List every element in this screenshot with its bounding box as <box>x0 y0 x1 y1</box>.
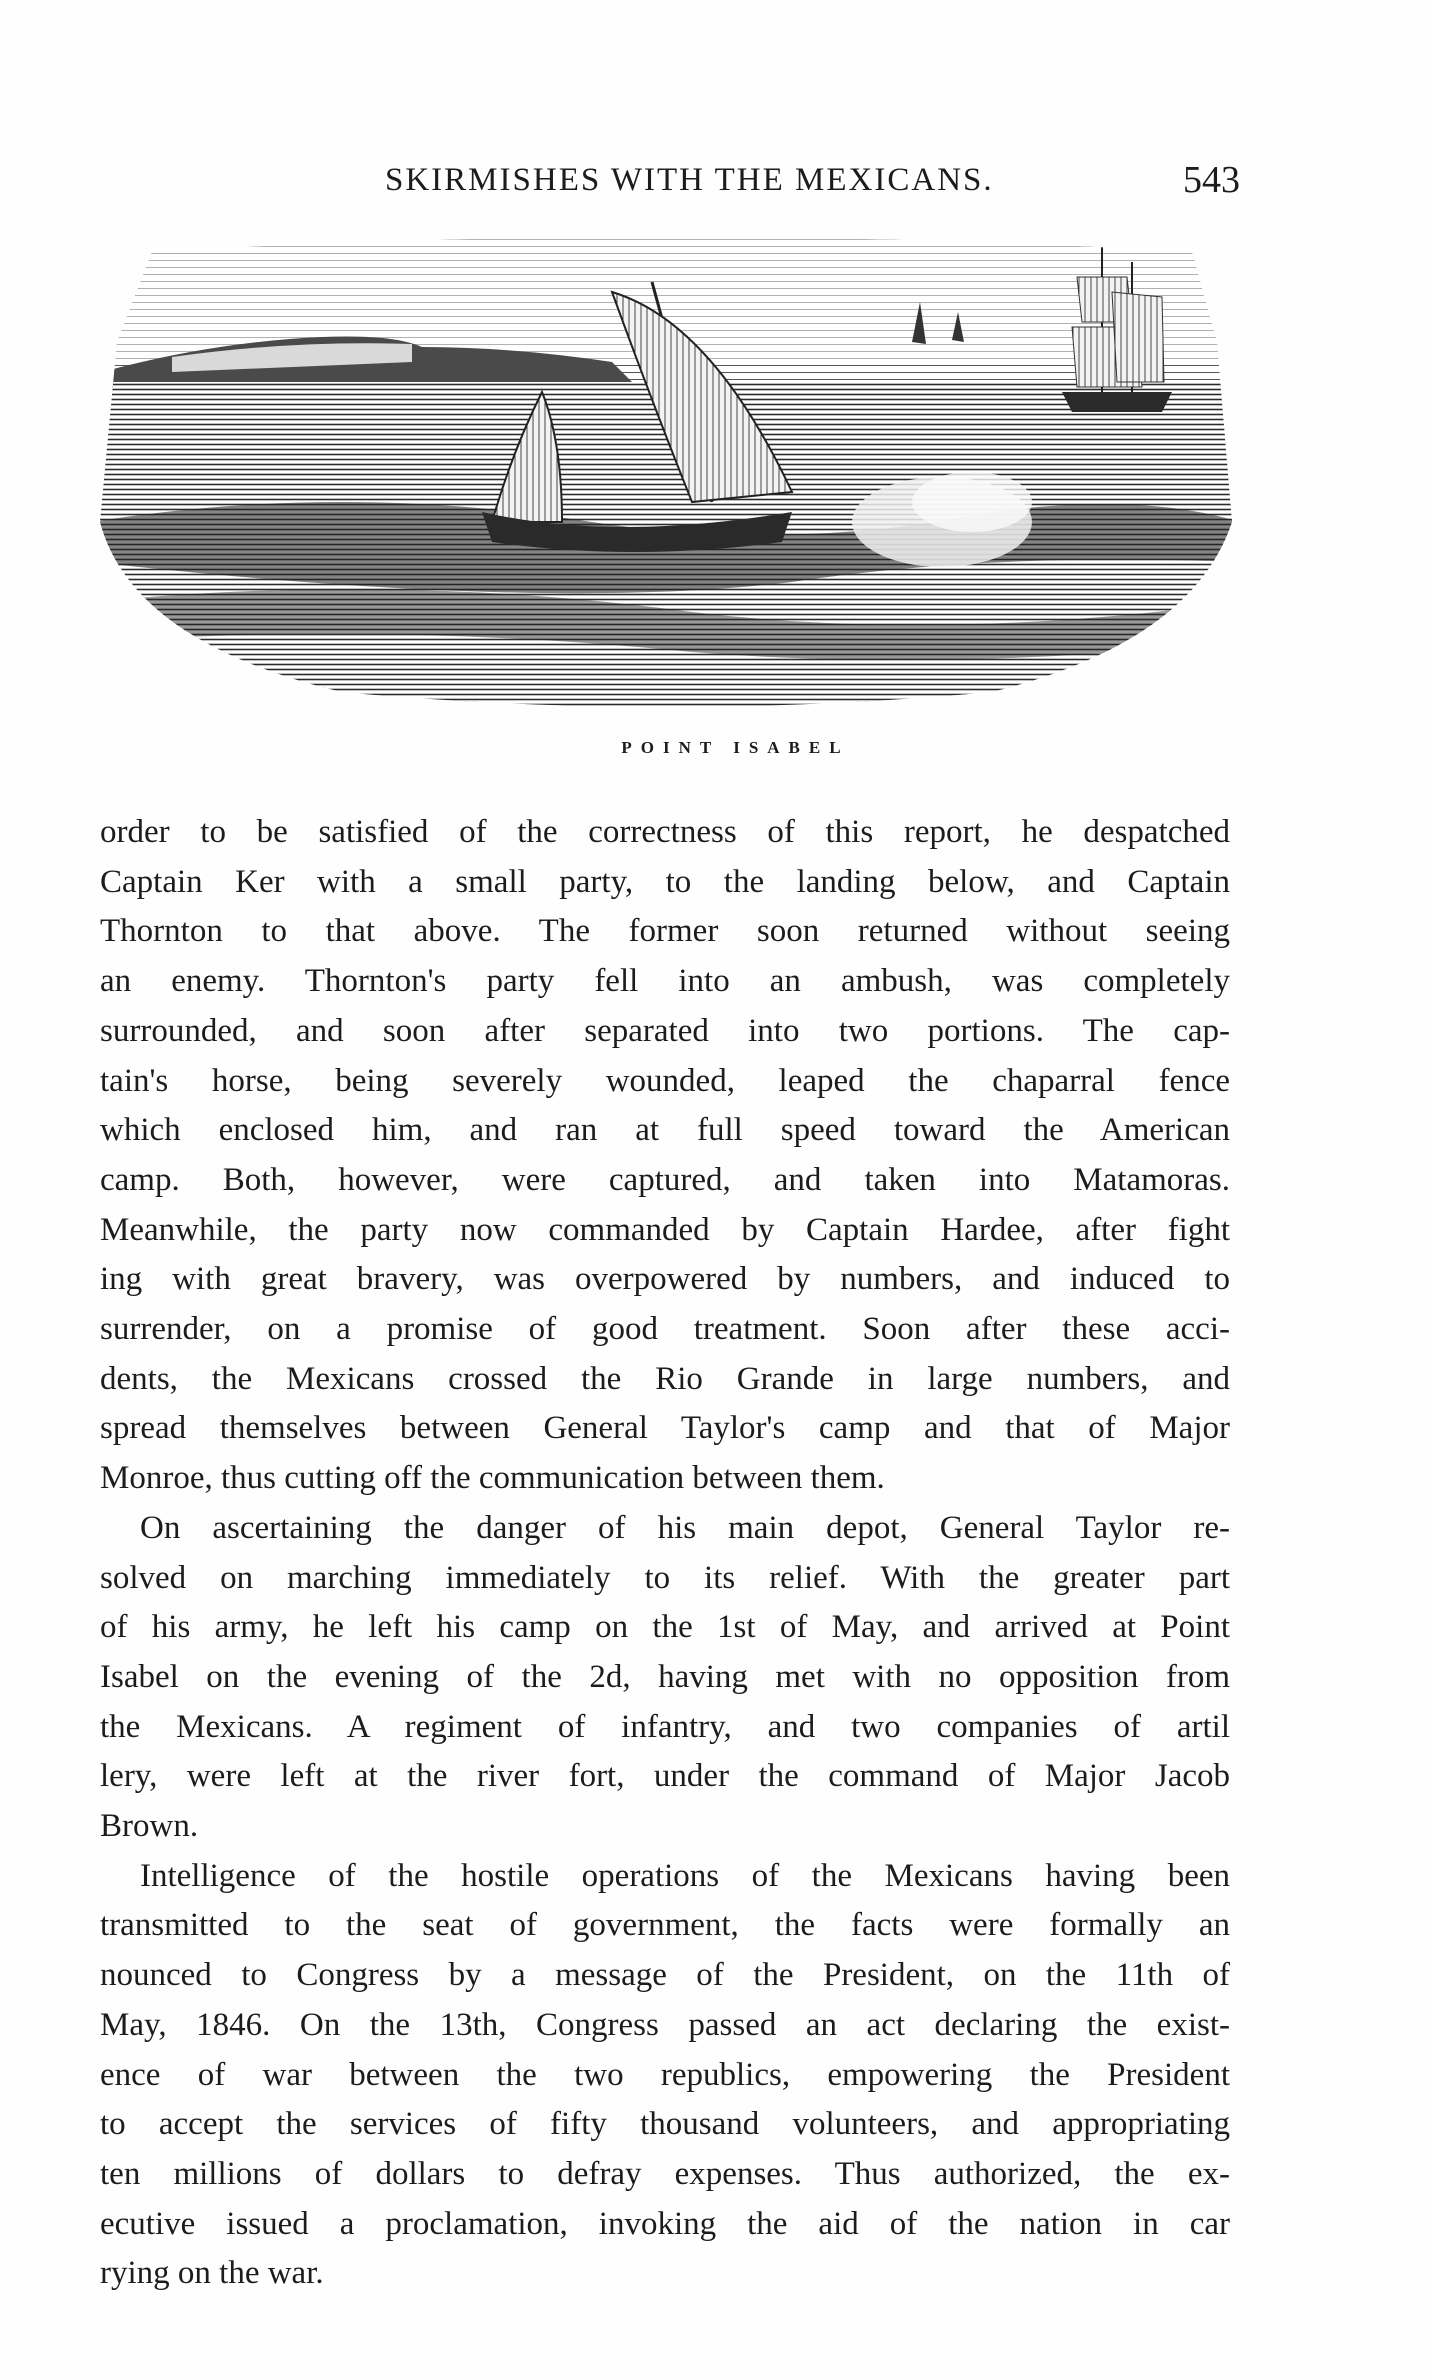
text-line: surrounded, and soon after separated into two portions. The cap- <box>100 1012 1230 1049</box>
text-line: Meanwhile, the party now commanded by Captain Hardee, after fight <box>100 1211 1230 1248</box>
text-line: order to be satisfied of the correctness of this report, he despatched <box>100 814 1230 850</box>
text-line: ten millions of dollars to defray expenses. Thus authorized, the ex- <box>100 2155 1230 2192</box>
text-line: Intelligence of the hostile operations of the Mexicans having been <box>140 1857 1230 1894</box>
text-line: May, 1846. On the 13th, Congress passed an act declaring the exist- <box>100 2006 1230 2043</box>
text-line: Monroe, thus cutting off the communication between them. <box>100 1460 885 1497</box>
text-line: ing with great bravery, was overpowered by numbers, and induced to <box>100 1261 1230 1298</box>
text-line: solved on marching immediately to its relief. With the greater part <box>100 1559 1230 1596</box>
page-number: 543 <box>1183 159 1240 201</box>
text-line: transmitted to the seat of government, the facts were formally an <box>100 1907 1230 1944</box>
engraving-illustration <box>92 222 1240 722</box>
running-head <box>100 158 1250 208</box>
text-line: dents, the Mexicans crossed the Rio Grande in large numbers, and <box>100 1360 1230 1397</box>
text-line: tain's horse, being severely wounded, leaped the chaparral fence <box>100 1062 1230 1099</box>
text-line: camp. Both, however, were captured, and taken into Matamoras. <box>100 1161 1230 1198</box>
text-line: of his army, he left his camp on the 1st of May, and arrived at Point <box>100 1609 1230 1646</box>
text-line: nounced to Congress by a message of the President, on the 11th of <box>100 1957 1230 1994</box>
text-line: Isabel on the evening of the 2d, having met with no opposition from <box>100 1658 1230 1695</box>
paragraph-2 <box>100 1504 1230 1852</box>
text-line: On ascertaining the danger of his main depot, General Taylor re- <box>140 1509 1230 1546</box>
text-line: rying on the war. <box>100 2255 324 2292</box>
text-line: the Mexicans. A regiment of infantry, and two companies of artil <box>100 1708 1230 1745</box>
body-text <box>100 808 1230 2299</box>
running-title: SKIRMISHES WITH THE MEXICANS. <box>385 162 994 198</box>
text-line: Brown. <box>100 1808 199 1845</box>
text-line: Thornton to that above. The former soon returned without seeing <box>100 913 1230 950</box>
paragraph-1 <box>100 808 1230 1504</box>
text-line: lery, were left at the river fort, under the command of Major Jacob <box>100 1758 1230 1795</box>
text-line: which enclosed him, and ran at full speed toward the American <box>100 1112 1230 1149</box>
illustration-caption: POINT ISABEL <box>621 738 850 757</box>
text-line: spread themselves between General Taylor's camp and that of Major <box>100 1410 1230 1447</box>
text-line: ecutive issued a proclamation, invoking the aid of the nation in car <box>100 2205 1230 2242</box>
text-line: ence of war between the two republics, empowering the President <box>100 2056 1230 2093</box>
paragraph-3 <box>100 1852 1230 2299</box>
text-line: to accept the services of fifty thousand volunteers, and appropriating <box>100 2106 1230 2143</box>
text-line: Captain Ker with a small party, to the landing below, and Captain <box>100 863 1230 900</box>
text-line: an enemy. Thornton's party fell into an ambush, was completely <box>100 963 1230 1000</box>
text-line: surrender, on a promise of good treatment. Soon after these acci- <box>100 1311 1230 1348</box>
point-isabel-engraving <box>92 222 1240 722</box>
